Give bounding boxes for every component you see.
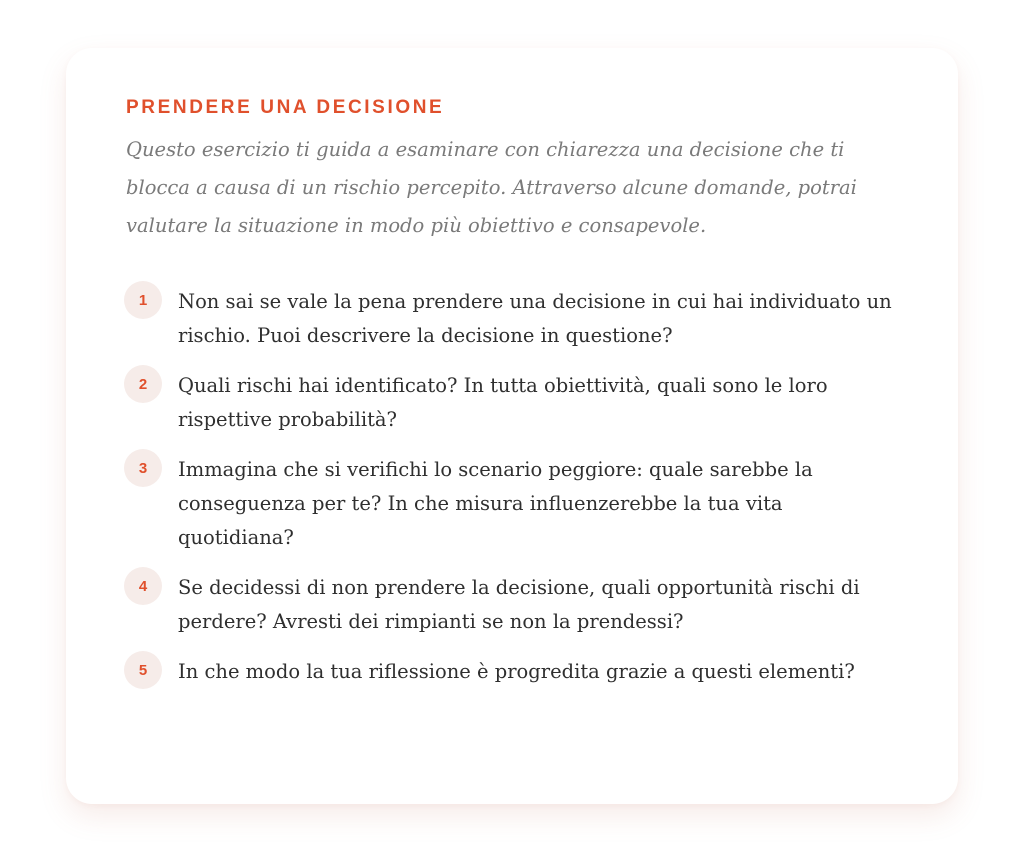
question-item-1 <box>126 285 898 353</box>
question-item-3 <box>126 453 898 555</box>
card-title: PRENDERE UNA DECISIONE <box>126 97 445 118</box>
question-item-4 <box>126 571 898 639</box>
question-number-badge: 2 <box>124 365 162 403</box>
question-text: In che modo la tua riflessione è progredita grazie a questi elementi? <box>178 660 855 683</box>
question-item-2 <box>126 369 898 437</box>
question-list <box>126 285 898 689</box>
question-text: Quali rischi hai identificato? In tutta obiettività, quali sono le loro rispettive probabilità? <box>178 374 828 431</box>
question-text: Se decidessi di non prendere la decisione, quali opportunità rischi di perdere? Avresti dei rimpianti se non la prendessi? <box>178 576 860 633</box>
card-intro: Questo esercizio ti guida a esaminare con chiarezza una decisione che ti blocca a causa di un rischio percepito. Attraverso alcune domande, potrai valutare la situazione in modo più obiettivo e consapevole. <box>126 138 857 237</box>
question-item-5 <box>126 655 898 689</box>
question-number-badge: 4 <box>124 567 162 605</box>
question-number-badge: 3 <box>124 449 162 487</box>
question-text: Non sai se vale la pena prendere una decisione in cui hai individuato un rischio. Puoi descrivere la decisione in questione? <box>178 290 892 347</box>
question-text: Immagina che si verifichi lo scenario peggiore: quale sarebbe la conseguenza per te? In che misura influenzerebbe la tua vita quotidiana? <box>178 458 813 549</box>
question-number-badge: 5 <box>124 651 162 689</box>
exercise-card <box>66 48 958 804</box>
question-number-badge: 1 <box>124 281 162 319</box>
